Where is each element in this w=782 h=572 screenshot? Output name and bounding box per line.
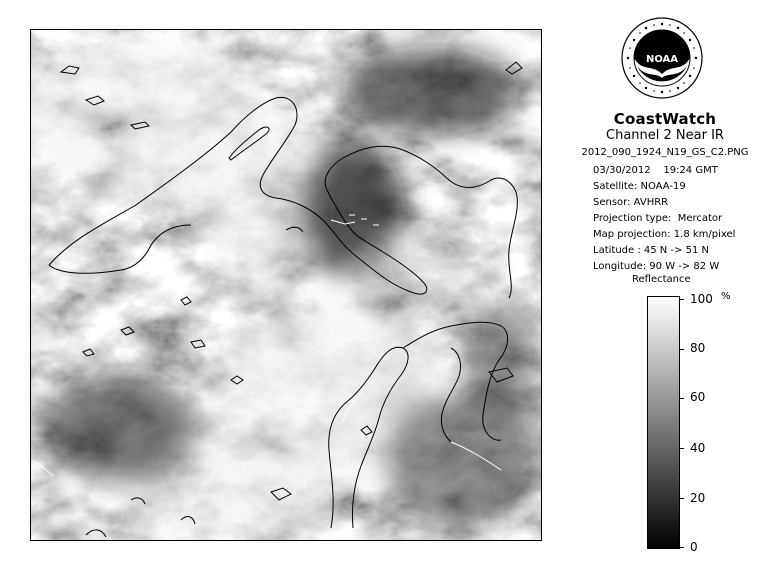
- sensor-info: Sensor: AVHRR: [593, 197, 669, 208]
- map-projection: Map projection: 1.8 km/pixel: [593, 229, 736, 240]
- brand-title: CoastWatch: [613, 110, 717, 128]
- colorbar-tick-label: 20: [690, 491, 706, 505]
- latitude-range: Latitude : 45 N -> 51 N: [593, 245, 709, 256]
- longitude-range: Longitude: 90 W -> 82 W: [593, 261, 720, 272]
- projection-type: Projection type: Mercator: [593, 213, 723, 224]
- colorbar-tick: [679, 448, 684, 449]
- colorbar-tick-label: 60: [690, 390, 706, 404]
- colorbar-tick: [679, 349, 684, 350]
- file-name: 2012_090_1924_N19_GS_C2.PNG: [581, 147, 749, 158]
- colorbar-tick-label: 40: [690, 441, 706, 455]
- colorbar-tick: [679, 398, 684, 399]
- colorbar-tick-label: 100: [690, 292, 713, 306]
- date-time: 03/30/2012 19:24 GMT: [593, 165, 718, 176]
- satellite-image-panel: [30, 29, 542, 541]
- cloud-imagery: [31, 30, 542, 541]
- channel-title: Channel 2 Near IR: [606, 128, 724, 143]
- colorbar-unit: %: [721, 291, 731, 302]
- colorbar-tick: [679, 299, 684, 300]
- colorbar-tick: [679, 498, 684, 499]
- reflectance-colorbar: [647, 296, 680, 549]
- colorbar-tick-label: 0: [690, 540, 698, 554]
- noaa-logo: [620, 16, 704, 100]
- colorbar-tick: [679, 547, 684, 548]
- colorbar-tick-label: 80: [690, 341, 706, 355]
- colorbar-label: Reflectance: [632, 274, 691, 285]
- svg-text:NOAA: NOAA: [645, 54, 679, 65]
- satellite-info: Satellite: NOAA-19: [593, 181, 686, 192]
